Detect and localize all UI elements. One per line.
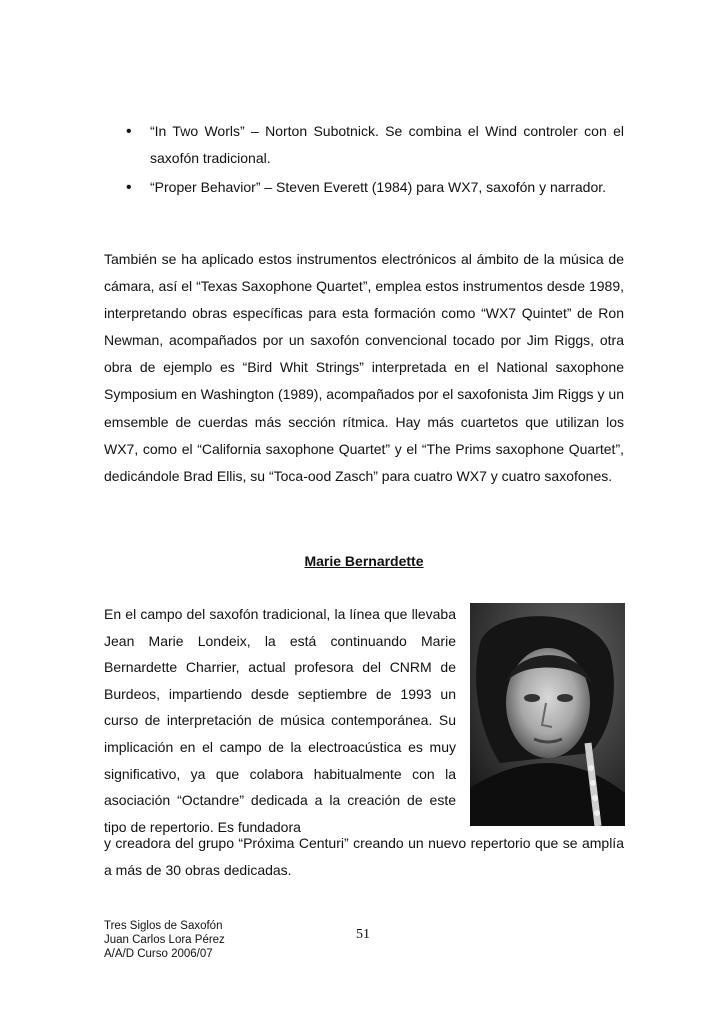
- footer-author: Juan Carlos Lora Pérez: [104, 934, 225, 946]
- bullet-list: [104, 118, 624, 203]
- footer-title: Tres Siglos de Saxofón: [104, 920, 223, 932]
- page-footer: [104, 919, 524, 961]
- portrait-photo: [470, 603, 625, 826]
- paragraph-bernardette-wrap: En el campo del saxofón tradicional, la línea que llevaba Jean Marie Londeix, la está continuando Marie Bernardette Charrier, actual profesora del CNRM de Burdeos, impartiendo desde septiembre de 1993 un curso de interpretación de música contemporánea. Su implicación en el campo de la electroacústica es muy significativo, ya que colabora habitualmente con la asociación “Octandre” dedicada a la creación de este tipo de repertorio. Es fundadora: [104, 606, 456, 835]
- bullet-text: “In Two Worls” – Norton Subotnick. Se combina el Wind controler con el saxofón tradicional.: [150, 123, 624, 166]
- footer-course: A/A/D Curso 2006/07: [104, 948, 213, 960]
- page-number: 51: [356, 927, 370, 942]
- paragraph-bernardette-full: y creadora del grupo “Próxima Centuri” creando un nuevo repertorio que se amplía a más de 30 obras dedicadas.: [104, 835, 624, 878]
- portrait-image-icon: [470, 603, 625, 826]
- list-item: [104, 118, 624, 172]
- bullet-icon: •: [126, 179, 132, 196]
- section-heading: [0, 553, 728, 569]
- paragraph-chamber-music: También se ha aplicado estos instrumentos electrónicos al ámbito de la música de cámara, así el “Texas Saxophone Quartet”, emplea estos instrumentos desde 1989, interpretando obras específicas para esta formación como “WX7 Quintet” de Ron Newman, acompañados por un saxofón convencional tocado por Jim Riggs, otra obra de ejemplo es “Bird Whit Strings” interpretada en el National saxophone Symposium en Washington (1989), acompañados por el saxofonista Jim Riggs y un emsemble de cuerdas más sección rítmica. Hay más cuartetos que utilizan los WX7, como el “California saxophone Quartet” y el “The Prims saxophone Quartet”, dedicándole Brad Ellis, su “Toca-ood Zasch” para cuatro WX7 y cuatro saxofones.: [104, 251, 624, 484]
- section-heading-text: Marie Bernardette: [304, 553, 424, 569]
- bullet-text: “Proper Behavior” – Steven Everett (1984) para WX7, saxofón y narrador.: [150, 179, 607, 195]
- bullet-icon: •: [126, 123, 132, 140]
- list-item: [104, 174, 624, 201]
